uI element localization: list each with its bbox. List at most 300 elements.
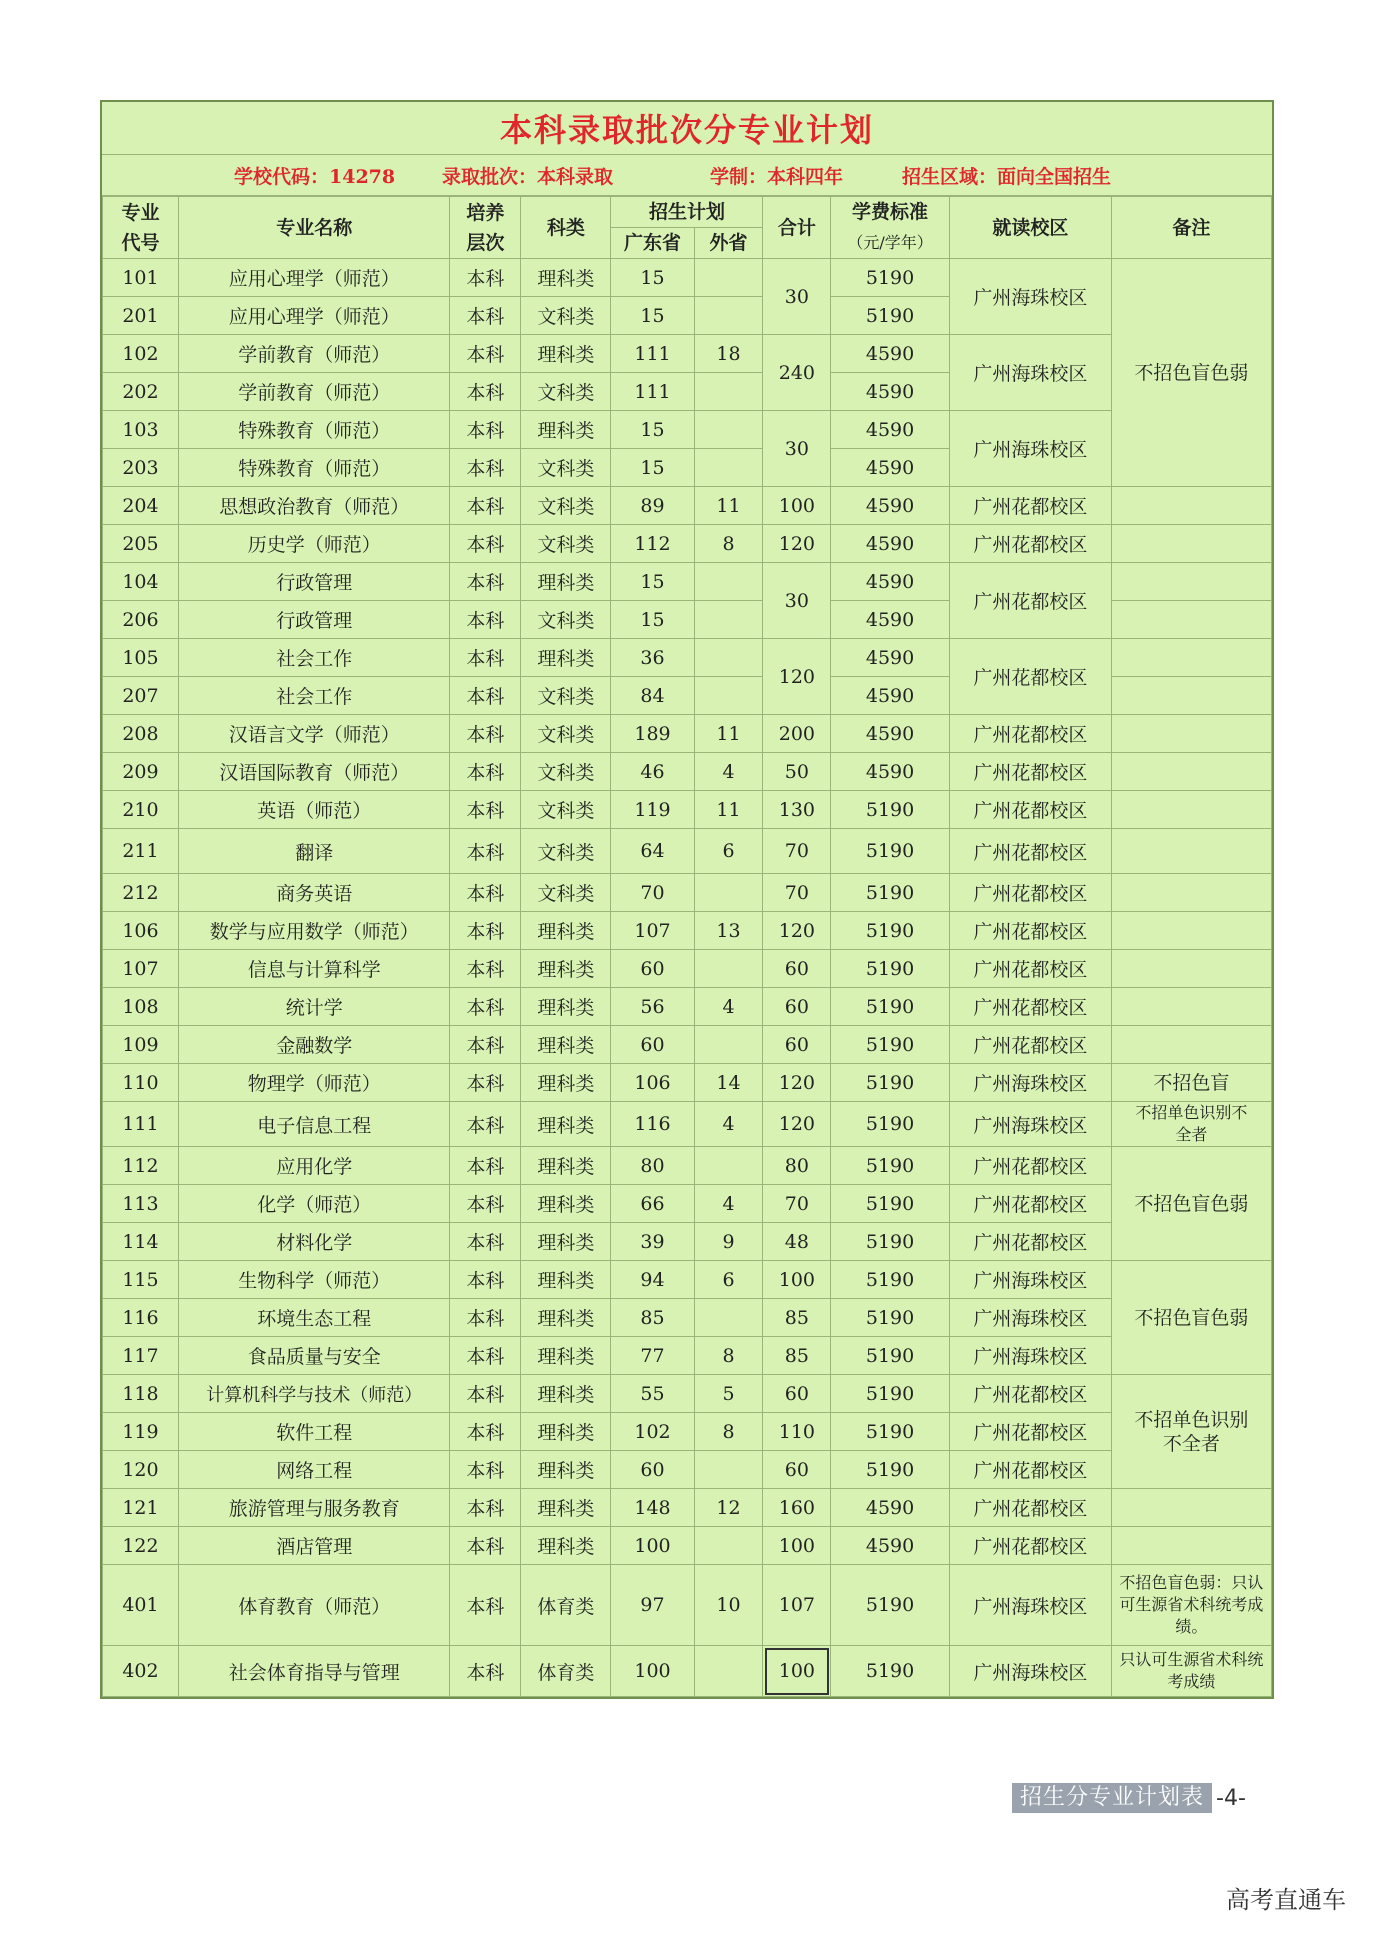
cell-code: 204 xyxy=(103,487,179,525)
cell-total: 120 xyxy=(763,525,831,563)
cell-out: 8 xyxy=(694,525,763,563)
school-code: 学校代码：14278 xyxy=(234,165,396,188)
cell-campus: 广州花都校区 xyxy=(949,829,1111,874)
cell-out xyxy=(694,1147,763,1185)
cell-name: 材料化学 xyxy=(178,1223,449,1261)
table-row xyxy=(103,1223,1272,1261)
cell-cat: 理科类 xyxy=(521,1223,611,1261)
cell-code: 401 xyxy=(103,1565,179,1646)
empty-cell xyxy=(1111,1026,1271,1064)
cell-cat: 理科类 xyxy=(521,1147,611,1185)
col-level-header: 培养 层次 xyxy=(450,197,521,259)
cell-total: 120 xyxy=(763,1064,831,1102)
cell-total: 100 xyxy=(763,487,831,525)
watermark: 高考直通车 xyxy=(1226,1886,1346,1914)
cell-fee: 4590 xyxy=(831,753,950,791)
cell-out xyxy=(694,677,763,715)
cell-level: 本科 xyxy=(450,1147,521,1185)
cell-out xyxy=(694,1026,763,1064)
cell-gd: 66 xyxy=(611,1185,694,1223)
cell-total: 60 xyxy=(763,1026,831,1064)
cell-out xyxy=(694,639,763,677)
cell-out xyxy=(694,874,763,912)
cell-fee: 5190 xyxy=(831,1102,950,1147)
table-row xyxy=(103,988,1272,1026)
cell-fee: 5190 xyxy=(831,259,950,297)
cell-gd: 15 xyxy=(611,601,694,639)
cell-campus: 广州花都校区 xyxy=(949,715,1111,753)
cell-total: 30 xyxy=(763,411,831,487)
cell-gd: 100 xyxy=(611,1527,694,1565)
cell-cat: 理科类 xyxy=(521,1337,611,1375)
cell-gd: 15 xyxy=(611,563,694,601)
cell-out xyxy=(694,1299,763,1337)
cell-campus: 广州花都校区 xyxy=(949,1223,1111,1261)
cell-level: 本科 xyxy=(450,601,521,639)
remark-cell: 只认可生源省术科统考成绩 xyxy=(1111,1646,1271,1697)
cell-cat: 理科类 xyxy=(521,259,611,297)
footer-section-title: 招生分专业计划表 xyxy=(1012,1783,1212,1813)
table-row xyxy=(103,715,1272,753)
table-row xyxy=(103,1375,1272,1413)
cell-code: 402 xyxy=(103,1646,179,1697)
cell-code: 104 xyxy=(103,563,179,601)
cell-out xyxy=(694,373,763,411)
cell-campus: 广州花都校区 xyxy=(949,1026,1111,1064)
table-row xyxy=(103,791,1272,829)
cell-cat: 理科类 xyxy=(521,335,611,373)
cell-level: 本科 xyxy=(450,411,521,449)
cell-out: 10 xyxy=(694,1565,763,1646)
cell-out: 18 xyxy=(694,335,763,373)
table-row xyxy=(103,563,1272,601)
cell-fee: 5190 xyxy=(831,1299,950,1337)
cell-name: 化学（师范） xyxy=(178,1185,449,1223)
cell-campus: 广州花都校区 xyxy=(949,563,1111,639)
cell-fee: 5190 xyxy=(831,1185,950,1223)
cell-out: 4 xyxy=(694,1185,763,1223)
cell-out xyxy=(694,259,763,297)
cell-code: 212 xyxy=(103,874,179,912)
table-row xyxy=(103,950,1272,988)
cell-code: 205 xyxy=(103,525,179,563)
remark-cell: 不招单色识别不全者 xyxy=(1111,1102,1271,1147)
cell-level: 本科 xyxy=(450,1375,521,1413)
cell-level: 本科 xyxy=(450,950,521,988)
cell-gd: 89 xyxy=(611,487,694,525)
cell-level: 本科 xyxy=(450,1064,521,1102)
cell-fee: 5190 xyxy=(831,1223,950,1261)
table-row xyxy=(103,874,1272,912)
cell-name: 应用心理学（师范） xyxy=(178,259,449,297)
cell-out: 4 xyxy=(694,1102,763,1147)
empty-cell xyxy=(1111,487,1271,525)
col-category-header: 科类 xyxy=(521,197,611,259)
cell-total: 70 xyxy=(763,874,831,912)
empty-cell xyxy=(1111,715,1271,753)
cell-out: 11 xyxy=(694,715,763,753)
cell-campus: 广州海珠校区 xyxy=(949,1337,1111,1375)
cell-gd: 70 xyxy=(611,874,694,912)
info-row xyxy=(102,155,1272,196)
cell-out: 5 xyxy=(694,1375,763,1413)
cell-gd: 94 xyxy=(611,1261,694,1299)
cell-gd: 111 xyxy=(611,373,694,411)
empty-cell xyxy=(1111,829,1271,874)
cell-cat: 理科类 xyxy=(521,639,611,677)
cell-fee: 4590 xyxy=(831,411,950,449)
cell-out xyxy=(694,411,763,449)
cell-total: 70 xyxy=(763,1185,831,1223)
cell-level: 本科 xyxy=(450,1337,521,1375)
cell-campus: 广州花都校区 xyxy=(949,1451,1111,1489)
cell-code: 107 xyxy=(103,950,179,988)
cell-campus: 广州花都校区 xyxy=(949,1375,1111,1413)
table-row xyxy=(103,335,1272,373)
cell-total: 107 xyxy=(763,1565,831,1646)
cell-gd: 15 xyxy=(611,449,694,487)
cell-fee: 5190 xyxy=(831,297,950,335)
cell-total: 120 xyxy=(763,1102,831,1147)
table-row xyxy=(103,1565,1272,1646)
cell-code: 106 xyxy=(103,912,179,950)
admission-plan-table xyxy=(100,100,1274,1699)
cell-campus: 广州花都校区 xyxy=(949,525,1111,563)
cell-fee: 4590 xyxy=(831,1527,950,1565)
cell-total: 110 xyxy=(763,1413,831,1451)
cell-total: 130 xyxy=(763,791,831,829)
cell-code: 202 xyxy=(103,373,179,411)
cell-total: 60 xyxy=(763,1451,831,1489)
cell-level: 本科 xyxy=(450,335,521,373)
cell-cat: 体育类 xyxy=(521,1646,611,1697)
cell-gd: 15 xyxy=(611,259,694,297)
cell-level: 本科 xyxy=(450,988,521,1026)
cell-out: 8 xyxy=(694,1413,763,1451)
cell-fee: 5190 xyxy=(831,829,950,874)
cell-cat: 文科类 xyxy=(521,601,611,639)
cell-code: 118 xyxy=(103,1375,179,1413)
cell-name: 特殊教育（师范） xyxy=(178,411,449,449)
remark-cell: 不招色盲色弱 xyxy=(1111,1261,1271,1375)
cell-code: 209 xyxy=(103,753,179,791)
table-row xyxy=(103,1451,1272,1489)
cell-name: 统计学 xyxy=(178,988,449,1026)
admission-region: 招生区域：面向全国招生 xyxy=(902,165,1112,188)
cell-fee: 4590 xyxy=(831,525,950,563)
cell-total: 60 xyxy=(763,1375,831,1413)
remark-cell: 不招单色识别不全者 xyxy=(1111,1375,1271,1489)
cell-name: 学前教育（师范） xyxy=(178,373,449,411)
cell-gd: 60 xyxy=(611,1026,694,1064)
col-fee-header: 学费标准 （元/学年） xyxy=(831,197,950,259)
cell-cat: 理科类 xyxy=(521,912,611,950)
cell-name: 环境生态工程 xyxy=(178,1299,449,1337)
cell-level: 本科 xyxy=(450,1223,521,1261)
cell-gd: 106 xyxy=(611,1064,694,1102)
cell-cat: 文科类 xyxy=(521,373,611,411)
empty-cell xyxy=(1111,874,1271,912)
cell-code: 101 xyxy=(103,259,179,297)
cell-level: 本科 xyxy=(450,715,521,753)
cell-fee: 5190 xyxy=(831,874,950,912)
cell-campus: 广州海珠校区 xyxy=(949,1102,1111,1147)
cell-campus: 广州花都校区 xyxy=(949,1185,1111,1223)
cell-name: 应用化学 xyxy=(178,1147,449,1185)
remark-cell: 不招色盲色弱：只认可生源省术科统考成绩。 xyxy=(1111,1565,1271,1646)
cell-total: 100 xyxy=(763,1646,831,1697)
cell-campus: 广州花都校区 xyxy=(949,487,1111,525)
cell-cat: 理科类 xyxy=(521,988,611,1026)
cell-name: 社会体育指导与管理 xyxy=(178,1646,449,1697)
cell-fee: 4590 xyxy=(831,449,950,487)
cell-code: 211 xyxy=(103,829,179,874)
cell-out xyxy=(694,297,763,335)
cell-name: 特殊教育（师范） xyxy=(178,449,449,487)
cell-code: 116 xyxy=(103,1299,179,1337)
cell-out xyxy=(694,563,763,601)
empty-cell xyxy=(1111,753,1271,791)
cell-name: 思想政治教育（师范） xyxy=(178,487,449,525)
cell-level: 本科 xyxy=(450,1102,521,1147)
cell-level: 本科 xyxy=(450,297,521,335)
cell-name: 行政管理 xyxy=(178,563,449,601)
cell-level: 本科 xyxy=(450,1261,521,1299)
cell-out xyxy=(694,601,763,639)
cell-fee: 4590 xyxy=(831,677,950,715)
table-row xyxy=(103,753,1272,791)
remark-cell: 不招色盲 xyxy=(1111,1064,1271,1102)
cell-code: 112 xyxy=(103,1147,179,1185)
cell-cat: 文科类 xyxy=(521,829,611,874)
cell-campus: 广州花都校区 xyxy=(949,874,1111,912)
cell-campus: 广州海珠校区 xyxy=(949,411,1111,487)
cell-code: 203 xyxy=(103,449,179,487)
cell-name: 酒店管理 xyxy=(178,1527,449,1565)
col-total-header: 合计 xyxy=(763,197,831,259)
cell-name: 社会工作 xyxy=(178,677,449,715)
cell-fee: 5190 xyxy=(831,791,950,829)
cell-campus: 广州海珠校区 xyxy=(949,259,1111,335)
cell-out xyxy=(694,1451,763,1489)
cell-code: 208 xyxy=(103,715,179,753)
col-remark-header: 备注 xyxy=(1111,197,1271,259)
cell-gd: 84 xyxy=(611,677,694,715)
cell-total: 70 xyxy=(763,829,831,874)
cell-fee: 5190 xyxy=(831,1375,950,1413)
cell-fee: 5190 xyxy=(831,1147,950,1185)
cell-level: 本科 xyxy=(450,874,521,912)
cell-name: 历史学（师范） xyxy=(178,525,449,563)
cell-cat: 理科类 xyxy=(521,1413,611,1451)
cell-campus: 广州花都校区 xyxy=(949,912,1111,950)
cell-code: 110 xyxy=(103,1064,179,1102)
cell-campus: 广州花都校区 xyxy=(949,950,1111,988)
cell-cat: 文科类 xyxy=(521,715,611,753)
cell-total: 60 xyxy=(763,988,831,1026)
page-number: -4- xyxy=(1216,1785,1246,1811)
cell-level: 本科 xyxy=(450,1527,521,1565)
cell-code: 111 xyxy=(103,1102,179,1147)
cell-total: 160 xyxy=(763,1489,831,1527)
cell-gd: 112 xyxy=(611,525,694,563)
cell-name: 翻译 xyxy=(178,829,449,874)
cell-total: 30 xyxy=(763,259,831,335)
empty-cell xyxy=(1111,677,1271,715)
cell-gd: 119 xyxy=(611,791,694,829)
table-row xyxy=(103,1337,1272,1375)
cell-cat: 体育类 xyxy=(521,1565,611,1646)
cell-cat: 理科类 xyxy=(521,563,611,601)
cell-code: 206 xyxy=(103,601,179,639)
cell-total: 60 xyxy=(763,950,831,988)
cell-name: 数学与应用数学（师范） xyxy=(178,912,449,950)
cell-total: 50 xyxy=(763,753,831,791)
table-row xyxy=(103,1527,1272,1565)
cell-gd: 85 xyxy=(611,1299,694,1337)
cell-total: 200 xyxy=(763,715,831,753)
cell-name: 商务英语 xyxy=(178,874,449,912)
empty-cell xyxy=(1111,791,1271,829)
cell-level: 本科 xyxy=(450,525,521,563)
cell-out xyxy=(694,1527,763,1565)
cell-level: 本科 xyxy=(450,1565,521,1646)
page-footer-tag xyxy=(1012,1783,1272,1813)
cell-total: 100 xyxy=(763,1261,831,1299)
cell-gd: 107 xyxy=(611,912,694,950)
cell-fee: 4590 xyxy=(831,639,950,677)
cell-code: 201 xyxy=(103,297,179,335)
empty-cell xyxy=(1111,525,1271,563)
empty-cell xyxy=(1111,1489,1271,1527)
plan-table xyxy=(102,196,1272,1697)
cell-code: 122 xyxy=(103,1527,179,1565)
cell-name: 金融数学 xyxy=(178,1026,449,1064)
cell-gd: 15 xyxy=(611,297,694,335)
table-row xyxy=(103,912,1272,950)
cell-fee: 5190 xyxy=(831,1064,950,1102)
cell-fee: 4590 xyxy=(831,487,950,525)
cell-level: 本科 xyxy=(450,1646,521,1697)
empty-cell xyxy=(1111,639,1271,677)
cell-name: 学前教育（师范） xyxy=(178,335,449,373)
page-title: 本科录取批次分专业计划 xyxy=(102,102,1272,155)
cell-campus: 广州花都校区 xyxy=(949,988,1111,1026)
cell-fee: 5190 xyxy=(831,1026,950,1064)
cell-fee: 4590 xyxy=(831,601,950,639)
cell-name: 应用心理学（师范） xyxy=(178,297,449,335)
cell-code: 103 xyxy=(103,411,179,449)
cell-code: 115 xyxy=(103,1261,179,1299)
cell-campus: 广州海珠校区 xyxy=(949,1261,1111,1299)
cell-gd: 102 xyxy=(611,1413,694,1451)
cell-out: 14 xyxy=(694,1064,763,1102)
cell-gd: 97 xyxy=(611,1565,694,1646)
col-name-header: 专业名称 xyxy=(178,197,449,259)
cell-out xyxy=(694,950,763,988)
cell-cat: 理科类 xyxy=(521,1064,611,1102)
cell-gd: 189 xyxy=(611,715,694,753)
cell-out: 12 xyxy=(694,1489,763,1527)
cell-campus: 广州海珠校区 xyxy=(949,1299,1111,1337)
cell-name: 英语（师范） xyxy=(178,791,449,829)
cell-level: 本科 xyxy=(450,449,521,487)
cell-total: 120 xyxy=(763,912,831,950)
cell-level: 本科 xyxy=(450,1413,521,1451)
table-row xyxy=(103,487,1272,525)
cell-out: 11 xyxy=(694,487,763,525)
cell-cat: 理科类 xyxy=(521,950,611,988)
cell-code: 114 xyxy=(103,1223,179,1261)
cell-name: 汉语言文学（师范） xyxy=(178,715,449,753)
cell-cat: 理科类 xyxy=(521,1451,611,1489)
table-row xyxy=(103,1489,1272,1527)
cell-gd: 60 xyxy=(611,1451,694,1489)
table-row xyxy=(103,525,1272,563)
col-campus-header: 就读校区 xyxy=(949,197,1111,259)
cell-code: 121 xyxy=(103,1489,179,1527)
cell-out: 6 xyxy=(694,1261,763,1299)
cell-code: 109 xyxy=(103,1026,179,1064)
cell-code: 105 xyxy=(103,639,179,677)
cell-out: 4 xyxy=(694,753,763,791)
table-row xyxy=(103,1646,1272,1697)
cell-level: 本科 xyxy=(450,487,521,525)
cell-level: 本科 xyxy=(450,373,521,411)
cell-total: 30 xyxy=(763,563,831,639)
cell-cat: 文科类 xyxy=(521,525,611,563)
col-code-header: 专业 代号 xyxy=(103,197,179,259)
cell-fee: 5190 xyxy=(831,1337,950,1375)
cell-fee: 4590 xyxy=(831,715,950,753)
study-duration: 学制：本科四年 xyxy=(710,165,844,188)
table-row xyxy=(103,1026,1272,1064)
table-row xyxy=(103,829,1272,874)
cell-name: 网络工程 xyxy=(178,1451,449,1489)
cell-level: 本科 xyxy=(450,563,521,601)
cell-level: 本科 xyxy=(450,791,521,829)
cell-campus: 广州花都校区 xyxy=(949,1147,1111,1185)
cell-name: 社会工作 xyxy=(178,639,449,677)
cell-fee: 4590 xyxy=(831,335,950,373)
cell-gd: 148 xyxy=(611,1489,694,1527)
cell-campus: 广州花都校区 xyxy=(949,639,1111,715)
cell-level: 本科 xyxy=(450,639,521,677)
cell-fee: 5190 xyxy=(831,1646,950,1697)
cell-total: 120 xyxy=(763,639,831,715)
cell-out xyxy=(694,1646,763,1697)
cell-name: 食品质量与安全 xyxy=(178,1337,449,1375)
cell-gd: 64 xyxy=(611,829,694,874)
cell-name: 旅游管理与服务教育 xyxy=(178,1489,449,1527)
cell-gd: 36 xyxy=(611,639,694,677)
col-outside-header: 外省 xyxy=(694,228,763,259)
cell-total: 48 xyxy=(763,1223,831,1261)
empty-cell xyxy=(1111,601,1271,639)
cell-out: 6 xyxy=(694,829,763,874)
cell-cat: 理科类 xyxy=(521,1489,611,1527)
table-row xyxy=(103,639,1272,677)
cell-fee: 5190 xyxy=(831,1565,950,1646)
cell-name: 行政管理 xyxy=(178,601,449,639)
cell-out: 13 xyxy=(694,912,763,950)
cell-gd: 39 xyxy=(611,1223,694,1261)
cell-campus: 广州花都校区 xyxy=(949,791,1111,829)
cell-campus: 广州花都校区 xyxy=(949,1527,1111,1565)
cell-code: 108 xyxy=(103,988,179,1026)
cell-name: 生物科学（师范） xyxy=(178,1261,449,1299)
cell-total: 80 xyxy=(763,1147,831,1185)
